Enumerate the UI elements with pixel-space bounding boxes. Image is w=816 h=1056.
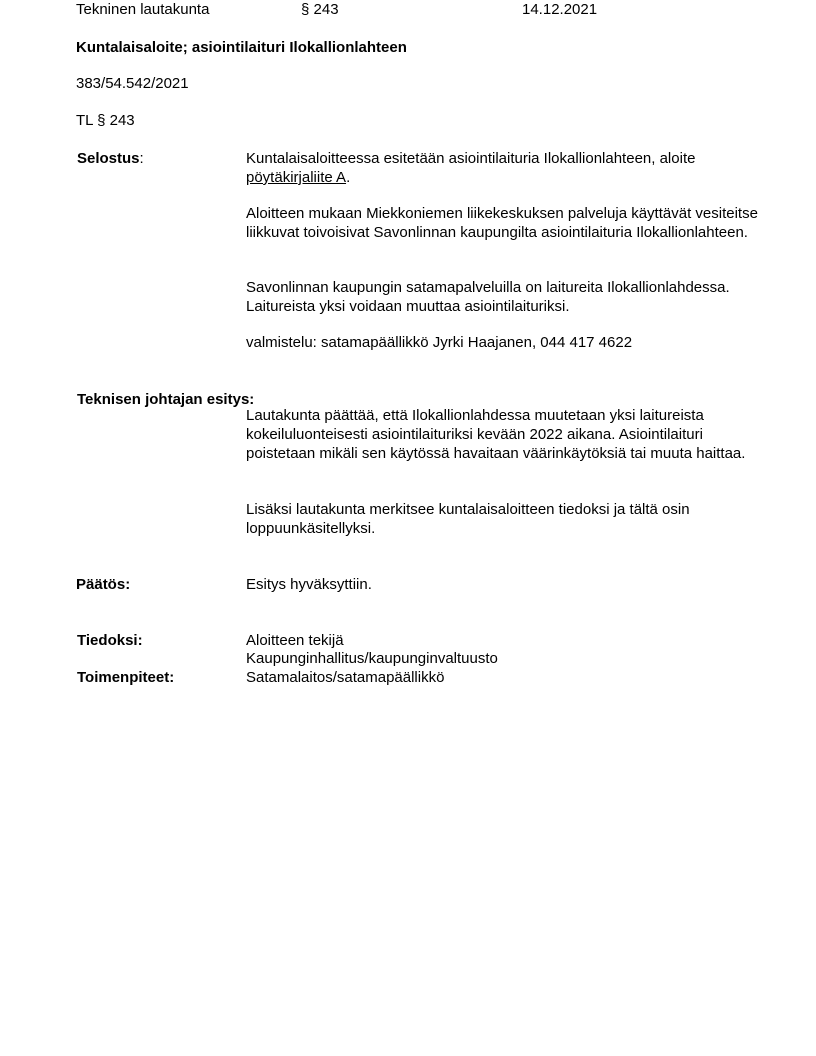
selostus-p1-end: . xyxy=(346,169,351,186)
selostus-label xyxy=(77,149,144,168)
document-title: Kuntalaisaloite; asiointilaituri Ilokallionlahteen xyxy=(76,39,407,56)
paatos-label: Päätös: xyxy=(76,576,131,593)
tiedoksi-label: Tiedoksi: xyxy=(77,632,143,649)
selostus-paragraph-4: valmistelu: satamapäällikkö Jyrki Haajanen, 044 417 4622 xyxy=(246,334,633,351)
selostus-label-text: Selostus xyxy=(77,150,140,167)
record-id: 383/54.542/2021 xyxy=(76,75,189,92)
toimenpiteet-text: Satamalaitos/satamapäällikkö xyxy=(246,669,445,686)
selostus-paragraph-3: Savonlinnan kaupungin satamapalveluilla on laitureita Ilokallionlahdessa. Laitureista yksi voidaan muuttaa asiointilaituriksi. xyxy=(246,279,730,315)
header-date: 14.12.2021 xyxy=(522,1,598,18)
paatos-text: Esitys hyväksyttiin. xyxy=(246,576,372,593)
selostus-paragraph-2: Aloitteen mukaan Miekkoniemen liikekeskuksen palveluja käyttävät vesiteitse liikkuvat toivoisivat Savonlinnan kaupungilta asiointilaituria Ilokallionlahteen. xyxy=(246,205,758,241)
selostus-body xyxy=(246,149,766,187)
tl-section: TL § 243 xyxy=(76,112,135,129)
tiedoksi-line-1: Aloitteen tekijä xyxy=(246,632,344,649)
attachment-link[interactable]: pöytäkirjaliite A xyxy=(246,169,347,186)
esitys-paragraph-2: Lisäksi lautakunta merkitsee kuntalaisaloitteen tiedoksi ja tältä osin loppuunkäsitellyksi. xyxy=(246,501,690,537)
selostus-p1-text: Kuntalaisaloitteessa esitetään asiointilaituria Ilokallionlahteen, aloite xyxy=(246,150,696,167)
esitys-label: Teknisen johtajan esitys: xyxy=(77,391,255,408)
header-section: § 243 xyxy=(301,1,339,18)
esitys-paragraph-1: Lautakunta päättää, että Ilokallionlahdessa muutetaan yksi laitureista kokeiluluonteisesti asiointilaituriksi kevään 2022 aikana. Asiointilaituri poistetaan mikäli sen käytössä havaitaan väärinkäytöksiä tai muuta haittaa. xyxy=(246,407,746,462)
header-department: Tekninen lautakunta xyxy=(76,1,210,18)
toimenpiteet-label: Toimenpiteet: xyxy=(77,669,175,686)
selostus-label-colon: : xyxy=(139,150,144,167)
tiedoksi-line-2: Kaupunginhallitus/kaupunginvaltuusto xyxy=(246,650,498,667)
selostus-paragraph-1 xyxy=(246,149,766,187)
